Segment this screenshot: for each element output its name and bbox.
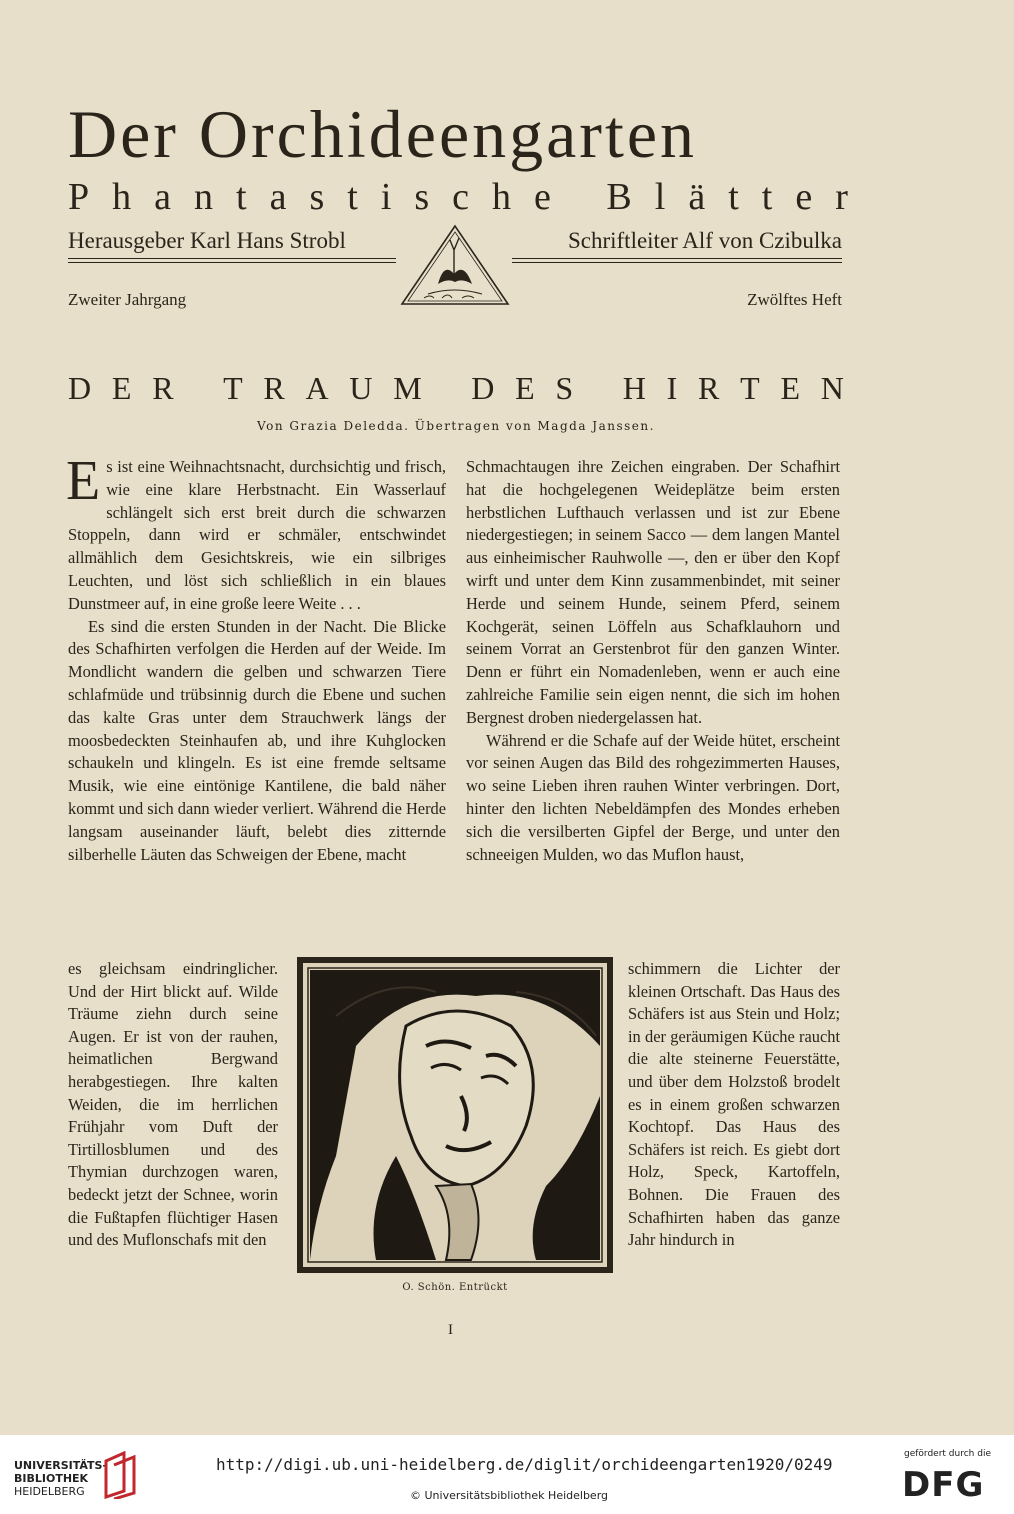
story-title-letter [594, 372, 602, 404]
story-title-letter: S [555, 370, 574, 406]
woodcut-illustration [296, 956, 614, 1274]
publisher-triangle-logo [398, 222, 512, 308]
story-title-letter: N [820, 370, 844, 406]
editor-line: Herausgeber Karl Hans Strobl [68, 228, 346, 253]
subtitle-letter: s [414, 176, 430, 218]
story-title-letter: R [152, 370, 174, 406]
story-title-letter [194, 372, 202, 404]
subtitle-letter: a [269, 176, 287, 218]
subtitle-letter: t [347, 176, 358, 218]
story-title [68, 372, 844, 404]
page-number: I [448, 1322, 453, 1338]
subtitle-letter: r [835, 176, 848, 218]
story-title-letter: D [68, 370, 92, 406]
funding-note: gefördert durch die [904, 1449, 991, 1459]
paragraph-1: s ist eine Weihnachtsnacht, durchsichtig und frisch, wie eine klare Herbstnacht. Ein Wasserlauf schlängelt sich erst breit durch die schwarzen Stoppeln, dann wird er schmäler, entschwindet allmählich dem Gesichtskreis, wie ein silbriges Leuchten, und löst sich schließlich in ein blaues Dunstmeer auf, in eine große leere Weite . . . [68, 457, 446, 613]
left-column [66, 450, 446, 866]
magazine-subtitle [68, 178, 848, 216]
illustration-caption: O. Schön. Entrückt [402, 1282, 508, 1293]
subtitle-letter: s [309, 176, 325, 218]
subtitle-letter: l [654, 176, 666, 218]
story-title-letter: T [740, 370, 760, 406]
paragraph-2: Es sind die ersten Stunden in der Nacht. Die Blicke des Schafhirten verfolgen die Herden auf der Weide. Im Mondlicht wandern die gelben und schwarzen Tiere schlafmüde und trübsinnig durch die Ebene und suchen das kalte Gras unter dem Strauchwerk längs der moosbedeckten Steinhaufen ab, und ihre Kuhglocken schaukeln und klingeln. Es ist eine fremde seltsame Musik, wie eine eintönige Kantilene, die bald näher kommt und sich dann wieder verliert. Während die Herde langsam auseinander läuft, belebt dies zitternde silberhelle Läuten das Schweigen der Ebene, macht [68, 616, 446, 864]
subtitle-letter: h [112, 176, 132, 218]
right-column [466, 456, 840, 866]
subtitle-letter: ä [688, 176, 706, 218]
story-title-letter: E [780, 370, 800, 406]
right-wrap-text: schimmern die Lichter der kleinen Ortschaft. Das Haus des Schäfers ist aus Stein und Holz; in der geräumigen Küche raucht die alte steinerne Feuerstätte, und über dem Holzstoß brodelt es in einem großen schwarzen Kochtopf. Das Haus des Schäfers ist reich. Es giebt dort Holz, Speck, Kartoffeln, Bohnen. Die Frauen des Schafhirten haben das ganze Jahr hindurch in [628, 959, 840, 1250]
subtitle-letter: h [492, 176, 512, 218]
story-title-letter: A [305, 370, 329, 406]
left-wrap-text: es gleichsam eindringlicher. Und der Hirt blickt auf. Wilde Träume ziehn durch seine Augen. Er ist von der rauhen, heimatlichen Bergwand herabgestiegen. Ihre kalten Weiden, die im herrlichen Frühjahr vom Duft der Tirtillosblumen und des Thymian durchzogen waren, bedeckt jetzt der Schnee, worin die Fußtapfen flüchtiger Hasen und des Muflonschafs mit den [68, 959, 278, 1250]
header-rule-right-2 [512, 262, 842, 263]
subtitle-letter: c [452, 176, 470, 218]
paragraph-3: Schmachtaugen ihre Zeichen eingraben. Der Schafhirt hat die hochgelegenen Weideplätze beim ersten herbstlichen Lufthauch verlassen und ist zur Ebene niedergestiegen; in seinem Sacco — dem langen Mantel aus einheimischer Rauhwolle —, den er über den Kopf wirft und unter dem Kinn zusammenbindet, mit seiner Herde und seinem Hunde, seinem Pferd, seinem Kochgerät, seinen Löffeln aus Schafklauhorn und seinem Vorrat an Gerstenbrot für den ganzen Winter. Denn er führt ein Nomadenleben, wenn er auch eine zahlreiche Familie sein eigen nennt, die sich im hohen Bergnest droben niedergelassen hat. [466, 457, 840, 727]
subtitle-letter: t [761, 176, 773, 218]
subtitle-letter [574, 178, 584, 216]
subtitle-letter: t [728, 176, 739, 218]
story-title-letter: M [393, 370, 422, 406]
story-byline: Von Grazia Deledda. Übertragen von Magda Janssen. [257, 419, 655, 433]
subtitle-letter: e [534, 176, 551, 218]
permalink-url[interactable]: http://digi.ub.uni-heidelberg.de/diglit/orchideengarten1920/0249 [216, 1455, 833, 1474]
library-name: UNIVERSITÄTS- BIBLIOTHEK HEIDELBERG [14, 1459, 108, 1498]
story-title-letter: R [263, 370, 285, 406]
library-logo-icon [100, 1451, 140, 1499]
story-title-letter: E [111, 370, 132, 406]
story-title-letter: H [622, 370, 646, 406]
magazine-title: Der Orchideengarten [68, 96, 698, 172]
drop-cap: E [66, 450, 101, 512]
subtitle-letter: B [606, 176, 632, 218]
story-title-letter: D [471, 370, 495, 406]
subtitle-letter: P [68, 176, 90, 218]
header-rule-left-2 [68, 262, 396, 263]
subtitle-letter: n [194, 176, 214, 218]
issue-label: Zwölftes Heft [747, 290, 842, 309]
subtitle-letter: t [236, 176, 247, 218]
story-title-letter: R [698, 370, 720, 406]
story-title-letter: I [666, 370, 678, 406]
chief-editor-line: Schriftleiter Alf von Czibulka [567, 228, 842, 253]
paragraph-4: Während er die Schafe auf der Weide hütet, erscheint vor seinen Augen das Bild des rohgezimmerten Hauses, wo seine Lieben ihren rauhen Winter verbringen. Dort, hinter den lichten Nebeldämpfen des Mondes erheben sich die versilberten Gipfel der Berge, und unter den schneeigen Mulden, wo das Muflon haust, [466, 730, 840, 864]
footer-bar [0, 1435, 1014, 1514]
story-title-letter: U [349, 370, 373, 406]
volume-label: Zweiter Jahrgang [68, 290, 187, 309]
subtitle-letter: i [380, 176, 392, 218]
story-title-letter: T [223, 370, 243, 406]
story-title-letter: E [515, 370, 535, 406]
copyright-notice: © Universitätsbibliothek Heidelberg [410, 1489, 609, 1502]
subtitle-letter: e [795, 176, 813, 218]
story-title-letter [442, 372, 450, 404]
header-rule-left [68, 258, 396, 259]
header-rule-right [512, 258, 842, 259]
subtitle-letter: a [154, 176, 172, 218]
dfg-logo: DFG [902, 1465, 985, 1505]
